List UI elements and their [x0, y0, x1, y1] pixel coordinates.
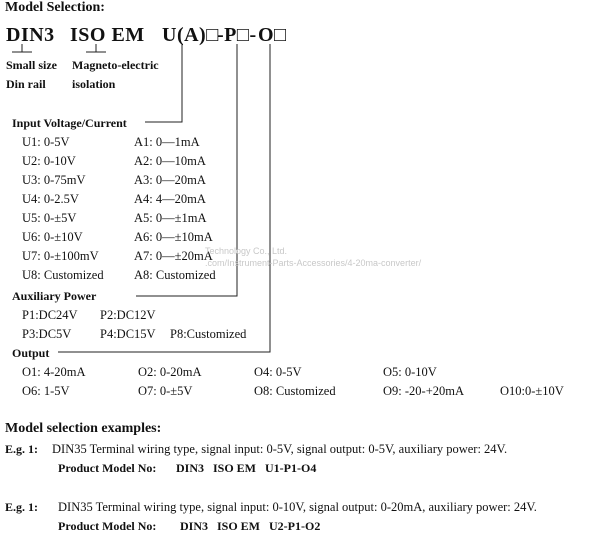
din3-desc-line2: Din rail	[6, 77, 46, 91]
input-voltage-item: U5: 0-±5V	[22, 211, 77, 225]
input-current-item: A2: 0—10mA	[134, 154, 206, 168]
aux-item: P4:DC15V	[100, 327, 156, 341]
output-item: O9: -20-+20mA	[383, 384, 464, 398]
input-voltage-item: U7: 0-±100mV	[22, 249, 99, 263]
product-model-value: DIN3 ISO EM U1-P1-O4	[176, 461, 317, 475]
model-code-iso-em: ISO EM	[70, 24, 145, 46]
example-label: E.g. 1:	[5, 500, 38, 514]
input-voltage-item: U3: 0-75mV	[22, 173, 86, 187]
iso-desc-line1: Magneto-electric	[72, 58, 159, 72]
output-item: O5: 0-10V	[383, 365, 437, 379]
examples-header: Model selection examples:	[5, 421, 162, 436]
model-code-din3: DIN3	[6, 24, 55, 46]
input-voltage-item: U1: 0-5V	[22, 135, 70, 149]
model-code-o: O□	[258, 24, 287, 46]
output-item: O1: 4-20mA	[22, 365, 86, 379]
output-item: O6: 1-5V	[22, 384, 70, 398]
watermark-line1: Technology Co., Ltd.	[205, 246, 288, 256]
output-item: O2: 0-20mA	[138, 365, 202, 379]
example-label: E.g. 1:	[5, 442, 38, 456]
output-item: O7: 0-±5V	[138, 384, 193, 398]
product-model-label: Product Model No:	[58, 461, 157, 475]
aux-item: P3:DC5V	[22, 327, 72, 341]
aux-item: P1:DC24V	[22, 308, 78, 322]
input-header: Input Voltage/Current	[12, 116, 127, 130]
input-voltage-item: U4: 0-2.5V	[22, 192, 79, 206]
input-voltage-item: U8: Customized	[22, 268, 104, 282]
aux-item: P2:DC12V	[100, 308, 156, 322]
input-current-item: A5: 0—±1mA	[134, 211, 207, 225]
input-current-item: A3: 0—20mA	[134, 173, 206, 187]
aux-header: Auxiliary Power	[12, 289, 97, 303]
example-desc: DIN35 Terminal wiring type, signal input: 0-10V, signal output: 0-20mA, auxiliary power: 24V.	[58, 500, 537, 514]
example-desc: DIN35 Terminal wiring type, signal input: 0-5V, signal output: 0-5V, auxiliary power: 24V.	[52, 442, 508, 456]
iso-desc-line2: isolation	[72, 77, 116, 91]
input-current-item: A1: 0—1mA	[134, 135, 200, 149]
aux-item: P8:Customized	[170, 327, 247, 341]
page-title: Model Selection:	[5, 0, 105, 15]
output-item: O4: 0-5V	[254, 365, 302, 379]
input-current-item: A8: Customized	[134, 268, 216, 282]
input-current-item: A4: 4—20mA	[134, 192, 206, 206]
output-header: Output	[12, 346, 50, 360]
output-item: O10:0-±10V	[500, 384, 564, 398]
input-current-item: A7: 0—±20mA	[134, 249, 213, 263]
model-code-p: -P□-	[217, 24, 257, 46]
product-model-value: DIN3 ISO EM U2-P1-O2	[180, 519, 321, 533]
input-voltage-item: U2: 0-10V	[22, 154, 76, 168]
watermark-line2: .com/Instrument-Parts-Accessories/4-20ma-converter/	[205, 258, 422, 268]
input-voltage-item: U6: 0-±10V	[22, 230, 83, 244]
output-item: O8: Customized	[254, 384, 336, 398]
input-current-item: A6: 0—±10mA	[134, 230, 213, 244]
product-model-label: Product Model No:	[58, 519, 157, 533]
model-code-ua: U(A)□	[162, 24, 219, 46]
din3-desc-line1: Small size	[6, 58, 57, 72]
